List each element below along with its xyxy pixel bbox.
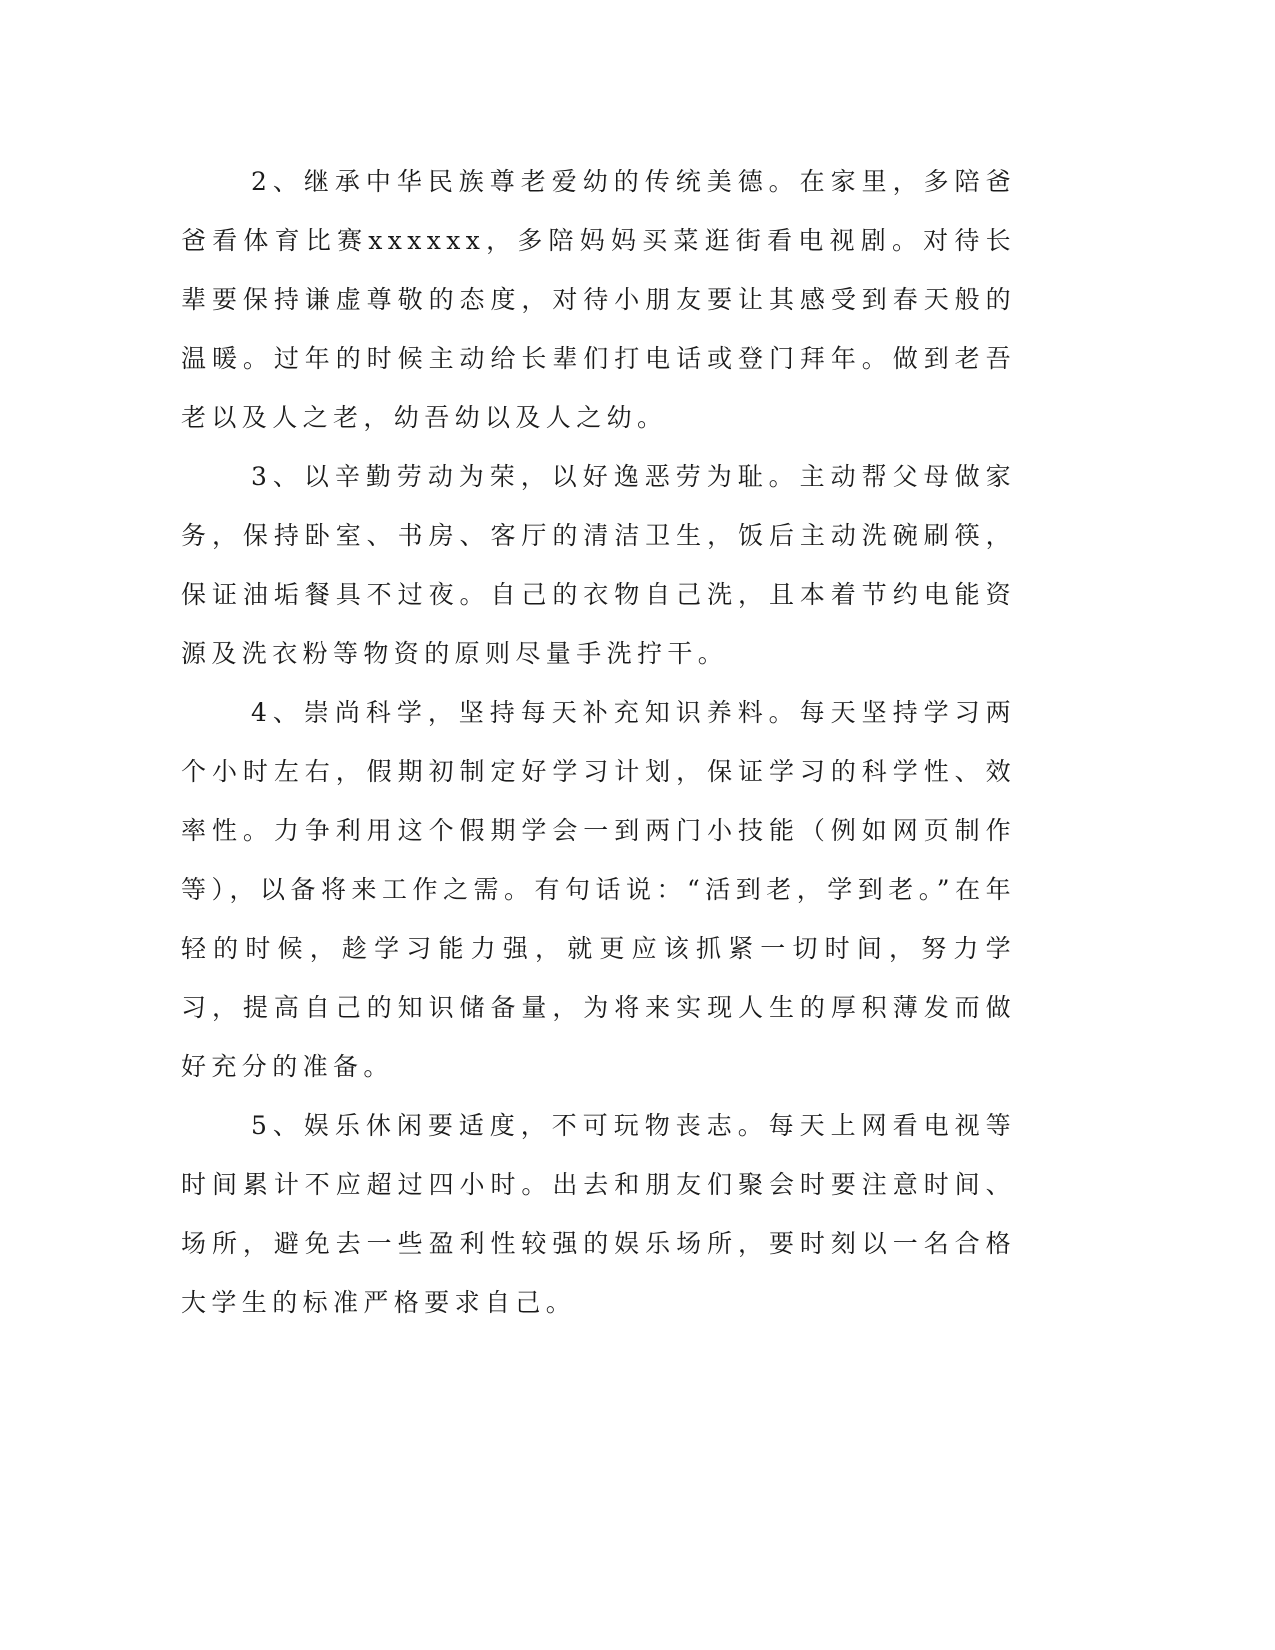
paragraph-5: 5、娱乐休闲要适度，不可玩物丧志。每天上网看电视等时间累计不应超过四小时。出去和朋友们聚会时要注意时间、场所，避免去一些盈利性较强的娱乐场所，要时刻以一名合格大学生的标准严格要求自己。 — [181, 1111, 1016, 1317]
paragraph-3: 3、以辛勤劳动为荣，以好逸恶劳为耻。主动帮父母做家务，保持卧室、书房、客厅的清洁卫生，饭后主动洗碗刷筷，保证油垢餐具不过夜。自己的衣物自己洗，且本着节约电能资源及洗衣粉等物资的原则尽量手洗拧干。 — [181, 462, 1016, 668]
paragraph-2: 2、继承中华民族尊老爱幼的传统美德。在家里，多陪爸爸看体育比赛xxxxxx，多陪妈妈买菜逛街看电视剧。对待长辈要保持谦虚尊敬的态度，对待小朋友要让其感受到春天般的温暖。过年的时候主动给长辈们打电话或登门拜年。做到老吾老以及人之老，幼吾幼以及人之幼。 — [181, 167, 1016, 432]
paragraph-4: 4、崇尚科学，坚持每天补充知识养料。每天坚持学习两个小时左右，假期初制定好学习计划，保证学习的科学性、效率性。力争利用这个假期学会一到两门小技能（例如网页制作等），以备将来工作之需。有句话说：“活到老，学到老。”在年轻的时候，趁学习能力强，就更应该抓紧一切时间，努力学习，提高自己的知识储备量，为将来实现人生的厚积薄发而做好充分的准备。 — [181, 698, 1016, 1081]
document-body — [181, 152, 1016, 1332]
